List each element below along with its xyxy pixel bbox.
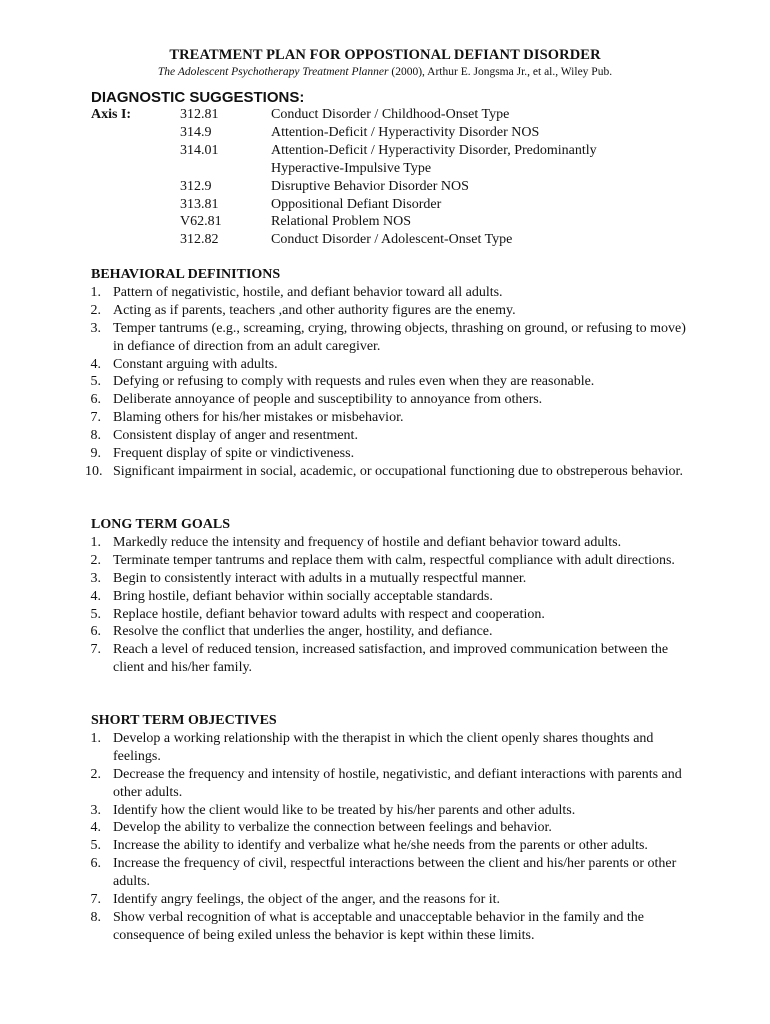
list-item	[91, 391, 691, 409]
diagnosis-description: Hyperactive-Impulsive Type	[271, 160, 432, 176]
item-number: 8.	[90, 428, 101, 444]
diagnosis-row	[91, 124, 711, 142]
diagnosis-description: Oppositional Defiant Disorder	[271, 196, 442, 212]
item-number: 3.	[90, 320, 101, 336]
list-item	[91, 284, 691, 302]
item-text: Reach a level of reduced tension, increased satisfaction, and improved communication between the client and his/her family.	[113, 642, 669, 676]
diagnosis-description: Disruptive Behavior Disorder NOS	[271, 178, 469, 194]
item-text: Deliberate annoyance of people and susceptibility to annoyance from others.	[113, 392, 543, 408]
item-number: 3.	[90, 570, 101, 586]
item-number: 10.	[85, 463, 103, 479]
list-item	[91, 641, 691, 677]
list-item	[91, 588, 691, 606]
diagnosis-description: Relational Problem NOS	[271, 214, 411, 230]
item-number: 2.	[90, 552, 101, 568]
item-number: 6.	[90, 392, 101, 408]
item-number: 6.	[90, 624, 101, 640]
source-book-title: The Adolescent Psychotherapy Treatment Planner	[157, 66, 389, 78]
list-item	[91, 837, 691, 855]
list-item	[91, 819, 691, 837]
short-term-objectives-section	[91, 712, 691, 945]
list-item	[91, 909, 691, 945]
diagnosis-code: V62.81	[180, 214, 222, 230]
item-number: 9.	[90, 446, 101, 462]
diagnosis-description: Conduct Disorder / Adolescent-Onset Type	[271, 232, 513, 248]
item-number: 7.	[90, 892, 101, 908]
diagnosis-code: 314.9	[180, 124, 212, 140]
item-text: Identify angry feelings, the object of the anger, and the reasons for it.	[113, 892, 501, 908]
item-number: 5.	[90, 606, 101, 622]
list-item	[91, 373, 691, 391]
long-term-goals-heading: LONG TERM GOALS	[91, 517, 230, 532]
list-item	[91, 623, 691, 641]
list-item	[91, 409, 691, 427]
item-number: 4.	[90, 356, 101, 372]
item-text: Significant impairment in social, academic, or occupational functioning due to obstreperous behavior.	[113, 463, 683, 479]
diagnosis-row	[91, 196, 711, 214]
diagnostic-table	[91, 106, 711, 249]
item-text: Develop a working relationship with the therapist in which the client openly shares thoughts and feelings.	[113, 730, 654, 764]
item-text: Temper tantrums (e.g., screaming, crying, throwing objects, thrashing on ground, or refusing to move) in defiance of direction from an adult caregiver.	[113, 320, 686, 354]
list-item	[91, 802, 691, 820]
diagnosis-code: 312.82	[180, 232, 219, 248]
item-text: Acting as if parents, teachers ,and other authority figures are the enemy.	[113, 302, 516, 318]
item-number: 1.	[90, 284, 101, 300]
list-item	[91, 552, 691, 570]
list-item	[91, 606, 691, 624]
diagnosis-row	[91, 231, 711, 249]
source-authors: (2000), Arthur E. Jongsma Jr., et al., Wiley Pub.	[391, 66, 613, 78]
item-text: Decrease the frequency and intensity of hostile, negativistic, and defiant interactions with parents and other adults.	[113, 766, 682, 800]
diagnosis-description: Conduct Disorder / Childhood-Onset Type	[271, 107, 510, 122]
diagnosis-code: 312.9	[180, 178, 212, 194]
diagnosis-code: 314.01	[180, 142, 219, 158]
diagnosis-description: Attention-Deficit / Hyperactivity Disorder NOS	[271, 124, 540, 140]
item-text: Markedly reduce the intensity and frequency of hostile and defiant behavior toward adults.	[113, 534, 622, 550]
item-text: Terminate temper tantrums and replace them with calm, respectful compliance with adult directions.	[113, 552, 675, 568]
item-number: 7.	[90, 410, 101, 426]
item-text: Replace hostile, defiant behavior toward adults with respect and cooperation.	[113, 606, 545, 622]
list-item	[91, 445, 691, 463]
diagnosis-row	[91, 213, 711, 231]
item-number: 3.	[90, 802, 101, 818]
item-text: Identify how the client would like to be treated by his/her parents and other adults.	[113, 802, 576, 818]
document-source	[0, 66, 770, 78]
list-item	[91, 766, 691, 802]
diagnosis-code: 313.81	[180, 196, 219, 212]
behavioral-definitions-section	[85, 266, 691, 481]
list-item	[91, 356, 691, 374]
list-item	[91, 570, 691, 588]
long-term-goals-section	[91, 516, 691, 677]
item-text: Constant arguing with adults.	[113, 356, 278, 372]
list-item	[91, 730, 691, 766]
item-number: 1.	[90, 730, 101, 746]
short-term-objectives-heading: SHORT TERM OBJECTIVES	[91, 713, 277, 728]
list-item	[91, 891, 691, 909]
item-number: 7.	[90, 642, 101, 658]
item-number: 4.	[90, 820, 101, 836]
axis-label: Axis I:	[91, 107, 132, 122]
diagnosis-description: Attention-Deficit / Hyperactivity Disorder, Predominantly	[271, 142, 597, 158]
item-number: 4.	[90, 588, 101, 604]
list-item	[91, 534, 691, 552]
item-number: 6.	[90, 856, 101, 872]
item-text: Pattern of negativistic, hostile, and defiant behavior toward all adults.	[113, 284, 503, 300]
item-text: Blaming others for his/her mistakes or misbehavior.	[113, 410, 404, 426]
item-number: 2.	[90, 766, 101, 782]
item-text: Consistent display of anger and resentment.	[113, 428, 358, 444]
item-text: Show verbal recognition of what is acceptable and unacceptable behavior in the family and the consequence of being exiled unless the behavior is kept within these limits.	[113, 909, 645, 943]
item-text: Develop the ability to verbalize the connection between feelings and behavior.	[113, 820, 552, 836]
item-text: Resolve the conflict that underlies the anger, hostility, and defiance.	[113, 624, 493, 640]
item-text: Defying or refusing to comply with requests and rules even when they are reasonable.	[113, 374, 595, 390]
item-number: 1.	[90, 534, 101, 550]
list-item	[91, 302, 691, 320]
diagnosis-code: 312.81	[180, 107, 219, 122]
list-item	[85, 463, 691, 481]
diagnosis-row	[91, 178, 711, 196]
list-item	[91, 855, 691, 891]
diagnosis-row	[91, 106, 711, 124]
list-item	[91, 427, 691, 445]
document-title: TREATMENT PLAN FOR OPPOSTIONAL DEFIANT DISORDER	[169, 47, 601, 63]
item-number: 2.	[90, 302, 101, 318]
diagnostic-heading: DIAGNOSTIC SUGGESTIONS:	[91, 89, 305, 106]
diagnosis-row	[91, 142, 711, 160]
list-item	[91, 320, 691, 356]
item-number: 8.	[90, 909, 101, 925]
behavioral-definitions-heading: BEHAVIORAL DEFINITIONS	[91, 267, 281, 282]
item-text: Increase the ability to identify and verbalize what he/she needs from the parents or other adults.	[113, 838, 648, 854]
item-text: Increase the frequency of civil, respectful interactions between the client and his/her parents or other adults.	[113, 856, 677, 890]
item-number: 5.	[90, 838, 101, 854]
item-text: Begin to consistently interact with adults in a mutually respectful manner.	[113, 570, 527, 586]
item-number: 5.	[90, 374, 101, 390]
diagnosis-row	[91, 160, 711, 178]
item-text: Bring hostile, defiant behavior within socially acceptable standards.	[113, 588, 493, 604]
item-text: Frequent display of spite or vindictiveness.	[113, 446, 355, 462]
